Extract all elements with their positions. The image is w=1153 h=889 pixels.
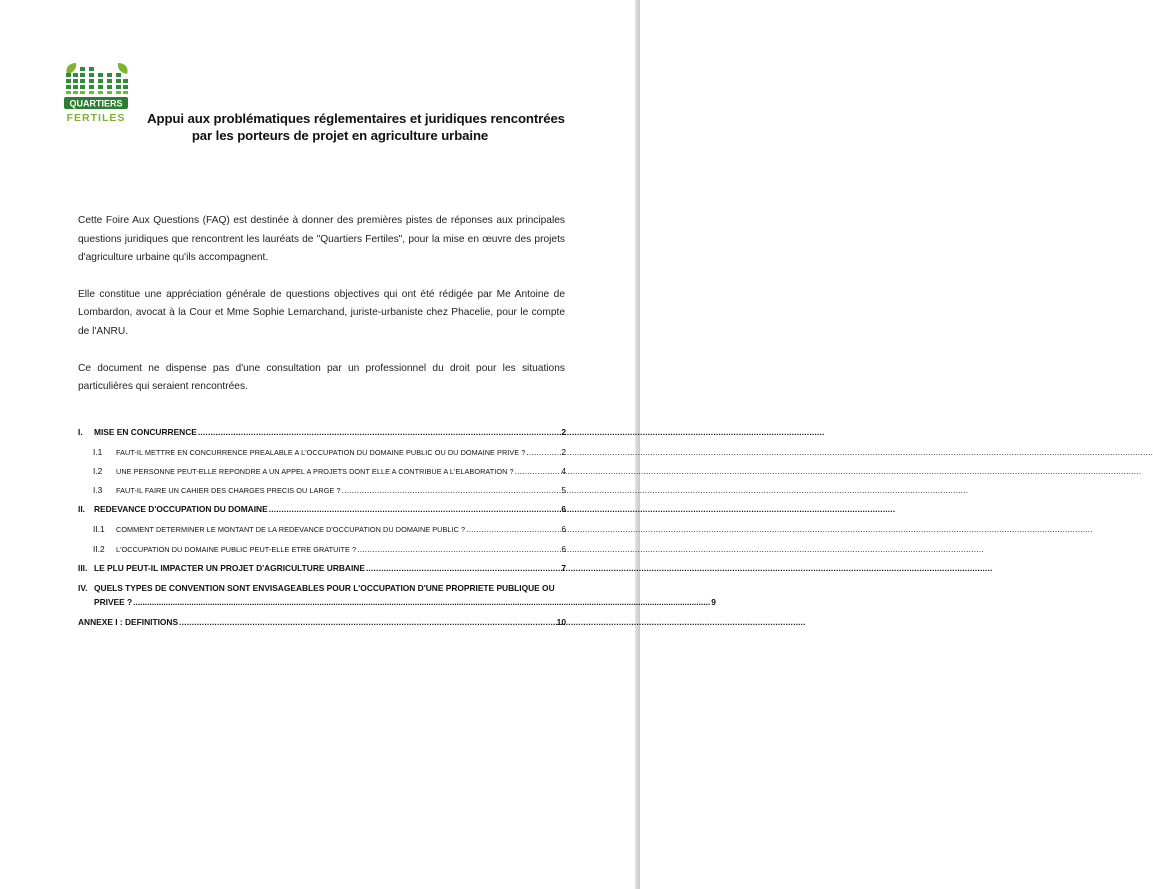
toc-entry[interactable]	[78, 617, 566, 627]
quartiers-fertiles-logo	[62, 59, 130, 127]
toc-leader	[198, 427, 559, 437]
title-line-1: Appui aux problématiques réglementaires et juridiques rencontrées	[147, 111, 565, 126]
toc-entry-continuation[interactable]	[78, 597, 716, 607]
toc-page: 6	[561, 544, 566, 554]
toc-leader	[366, 563, 559, 573]
toc-title: QUELS TYPES DE CONVENTION SONT ENVISAGEABLES POUR L'OCCUPATION D'UNE PROPRIETE PUBLIQUE OU	[94, 583, 555, 593]
toc-title-continued: PRIVEE ?	[94, 597, 133, 607]
toc-leader	[179, 617, 555, 627]
page-edge-shadow	[635, 0, 640, 889]
toc-leader	[342, 485, 560, 495]
toc-entry[interactable]	[78, 524, 566, 534]
toc-number: IV.	[78, 583, 88, 593]
document-title	[130, 110, 570, 144]
toc-entry[interactable]	[78, 563, 566, 573]
intro-paragraph-1: Cette Foire Aux Questions (FAQ) est destinée à donner des premières pistes de réponses aux principales questions juridiques que rencontrent les lauréats de "Quartiers Fertiles", pour la mise en œuvre des projets d'agriculture urbaine qu'ils accompagnent.	[78, 215, 565, 264]
toc-page: 2	[561, 427, 566, 437]
toc-number: II.2	[93, 544, 105, 554]
toc-page: 6	[561, 504, 566, 514]
toc-entry[interactable]	[78, 544, 566, 554]
toc-title: MISE EN CONCURRENCE	[94, 427, 197, 437]
toc-page: 9	[711, 597, 716, 607]
toc-title: REDEVANCE D'OCCUPATION DU DOMAINE	[94, 504, 268, 514]
toc-title: COMMENT DETERMINER LE MONTANT DE LA REDEVANCE D'OCCUPATION DU DOMAINE PUBLIC ?	[116, 525, 466, 534]
toc-page: 6	[561, 524, 566, 534]
introduction	[78, 212, 565, 415]
toc-number: I.3	[93, 485, 103, 495]
toc-leader	[269, 504, 560, 514]
toc-leader: ........................................................................................................................................................................................................................................................	[133, 597, 711, 607]
toc-page: 5	[561, 485, 566, 495]
logo-graphic	[62, 59, 130, 127]
toc-title: UNE PERSONNE PEUT-ELLE REPONDRE A UN APPEL A PROJETS DONT ELLE A CONTRIBUE A L'ELABORATION ?	[116, 467, 514, 476]
toc-number: II.1	[93, 524, 105, 534]
toc-leader	[515, 466, 560, 476]
toc-title: L'OCCUPATION DU DOMAINE PUBLIC PEUT-ELLE ETRE GRATUITE ?	[116, 545, 357, 554]
toc-number: III.	[78, 563, 88, 573]
toc-title: LE PLU PEUT-IL IMPACTER UN PROJET D'AGRICULTURE URBAINE	[94, 563, 365, 573]
toc-number: I.	[78, 427, 83, 437]
toc-title: ANNEXE I : DEFINITIONS	[78, 617, 179, 627]
svg-text:QUARTIERS: QUARTIERS	[69, 98, 123, 109]
title-line-2: par les porteurs de projet en agriculture urbaine	[191, 128, 489, 143]
toc-page: 4	[561, 466, 566, 476]
toc-entry[interactable]	[78, 427, 566, 437]
toc-leader	[526, 447, 559, 457]
toc-page: 10	[556, 617, 566, 627]
toc-leader	[357, 544, 559, 554]
toc-page: 2	[561, 447, 566, 457]
toc-number: II.	[78, 504, 85, 514]
toc-number: I.1	[93, 447, 103, 457]
toc-leader	[466, 524, 559, 534]
svg-text:FERTILES: FERTILES	[66, 112, 126, 124]
intro-paragraph-3: Ce document ne dispense pas d'une consultation par un professionnel du droit pour les situations particulières qui seraient rencontrées.	[78, 362, 565, 393]
toc-page: 7	[561, 563, 566, 573]
intro-paragraph-2: Elle constitue une appréciation générale de questions objectives qui ont été rédigée par Me Antoine de Lombardon, avocat à la Cour et Mme Sophie Lemarchand, juriste-urbaniste chez Phacelie, pour le compte de l'ANRU.	[78, 288, 565, 337]
toc-number: I.2	[93, 466, 103, 476]
toc-title: FAUT-IL METTRE EN CONCURRENCE PREALABLE A L'OCCUPATION DU DOMAINE PUBLIC OU DU DOMAINE PRIVE ?	[116, 448, 526, 457]
toc-entry[interactable]	[78, 447, 566, 457]
toc-entry[interactable]	[78, 583, 566, 593]
toc-title: FAUT-IL FAIRE UN CAHIER DES CHARGES PRECIS OU LARGE ?	[116, 486, 341, 495]
toc-entry[interactable]	[78, 466, 566, 476]
toc-entry[interactable]	[78, 504, 566, 514]
toc-entry[interactable]	[78, 485, 566, 495]
